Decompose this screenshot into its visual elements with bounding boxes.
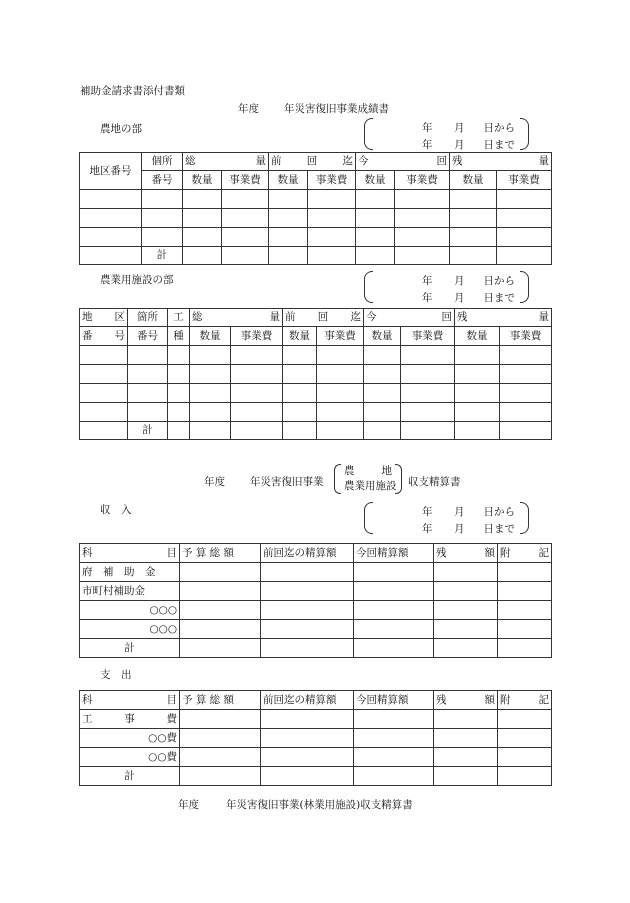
farmland-section-title: 農地の部 <box>100 123 142 135</box>
total-row: 計 <box>80 639 552 658</box>
header-note: 附 記 <box>498 544 552 563</box>
settlement-title: 年災害復旧事業 <box>250 476 324 488</box>
header-district-number: 地区番号 <box>80 153 142 190</box>
header-place-number: 箇所 <box>128 309 168 327</box>
table-row <box>80 190 552 209</box>
report-title-nendo: 年度 <box>238 103 259 115</box>
header-kind: 工 <box>168 309 190 327</box>
header-prev-settled: 前回迄の精算額 <box>261 544 354 563</box>
header-current: 今 回 <box>364 309 455 327</box>
sub-cost: 事業費 <box>395 171 450 190</box>
facility-section-title: 農業用施設の部 <box>100 274 174 286</box>
sub-cost: 事業費 <box>222 171 269 190</box>
table-row: 市町村補助金 <box>80 582 552 601</box>
sub-cost: 事業費 <box>497 171 552 190</box>
table-row <box>80 346 552 365</box>
document-header: 補助金請求書添付書類 <box>80 85 185 97</box>
header-prev-settled: 前回迄の精算額 <box>261 691 354 710</box>
header-note: 附 記 <box>498 691 552 710</box>
sub-qty: 数量 <box>183 171 222 190</box>
header-budget: 予 算 総 額 <box>180 544 261 563</box>
table-row: ○○○ <box>80 601 552 620</box>
header-remain: 残 額 <box>434 691 498 710</box>
facility-table: 地 区 箇所 工 総 量 前 回 迄 今 回 残 量 番 号 番号 種 数量 事業費 数量 事業費 数量 事業費 数量 事業費 計 <box>79 308 552 440</box>
header-district: 地 区 <box>80 309 128 327</box>
table-row <box>80 403 552 422</box>
sub-cost: 事業費 <box>308 171 356 190</box>
sub-cost: 事業費 <box>401 327 455 346</box>
header-budget: 予 算 総 額 <box>180 691 261 710</box>
header-total: 総 量 <box>190 309 283 327</box>
period-bracket: 年 月 日から 年 月 日まで <box>364 502 529 534</box>
header-current: 今 回 <box>356 153 450 171</box>
period-bracket: 年 月 日から 年 月 日まで <box>364 271 529 303</box>
total-row: 計 <box>80 422 552 440</box>
total-row: 計 <box>80 767 552 786</box>
table-row: ○○○ <box>80 620 552 639</box>
header-curr-settled: 今回精算額 <box>354 691 434 710</box>
total-row: 計 <box>80 247 552 265</box>
header-remain: 残 額 <box>434 544 498 563</box>
table-row: 工 事 費 <box>80 710 552 729</box>
expense-section-title: 支 出 <box>100 669 132 681</box>
table-row: ○○費 <box>80 729 552 748</box>
sub-qty: 数量 <box>364 327 401 346</box>
period-bracket: 年 月 日から 年 月 日まで <box>364 118 529 150</box>
table-row: 府 補 助 金 <box>80 563 552 582</box>
sub-cost: 事業費 <box>500 327 552 346</box>
table-row <box>80 209 552 228</box>
sub-cost: 事業費 <box>317 327 364 346</box>
sub-qty: 数量 <box>269 171 308 190</box>
header-item: 科 目 <box>80 544 180 563</box>
sub-qty: 数量 <box>190 327 231 346</box>
sub-qty: 数量 <box>455 327 500 346</box>
forestry-title: 年災害復旧事業(林業用施設)収支精算書 <box>226 799 413 811</box>
table-row: ○○費 <box>80 748 552 767</box>
header-total: 総 量 <box>183 153 269 171</box>
header-remaining: 残 量 <box>455 309 552 327</box>
header-item: 科 目 <box>80 691 180 710</box>
settlement-nendo: 年度 <box>204 476 225 488</box>
report-title: 年災害復旧事業成績書 <box>284 103 389 115</box>
settlement-suffix: 収支精算書 <box>408 476 461 488</box>
sub-qty: 数量 <box>356 171 395 190</box>
sub-qty: 数量 <box>450 171 497 190</box>
table-row <box>80 365 552 384</box>
farmland-table: 地区番号 個所 総 量 前 回 迄 今 回 残 量 番号 数量 事業費 数量 事業費 数量 事業費 数量 事業費 計 <box>79 152 552 265</box>
income-section-title: 収 入 <box>100 504 132 516</box>
table-row <box>80 384 552 403</box>
header-previous: 前 回 迄 <box>283 309 364 327</box>
header-remaining: 残 量 <box>450 153 552 171</box>
income-table <box>79 543 552 658</box>
header-curr-settled: 今回精算額 <box>354 544 434 563</box>
settlement-options: 農 地 農業用施設 <box>334 464 402 494</box>
expense-table <box>79 690 552 786</box>
header-place-number: 個所 <box>142 153 183 171</box>
sub-qty: 数量 <box>283 327 317 346</box>
sub-cost: 事業費 <box>231 327 283 346</box>
header-previous: 前 回 迄 <box>269 153 356 171</box>
table-row <box>80 228 552 247</box>
forestry-nendo: 年度 <box>178 799 199 811</box>
